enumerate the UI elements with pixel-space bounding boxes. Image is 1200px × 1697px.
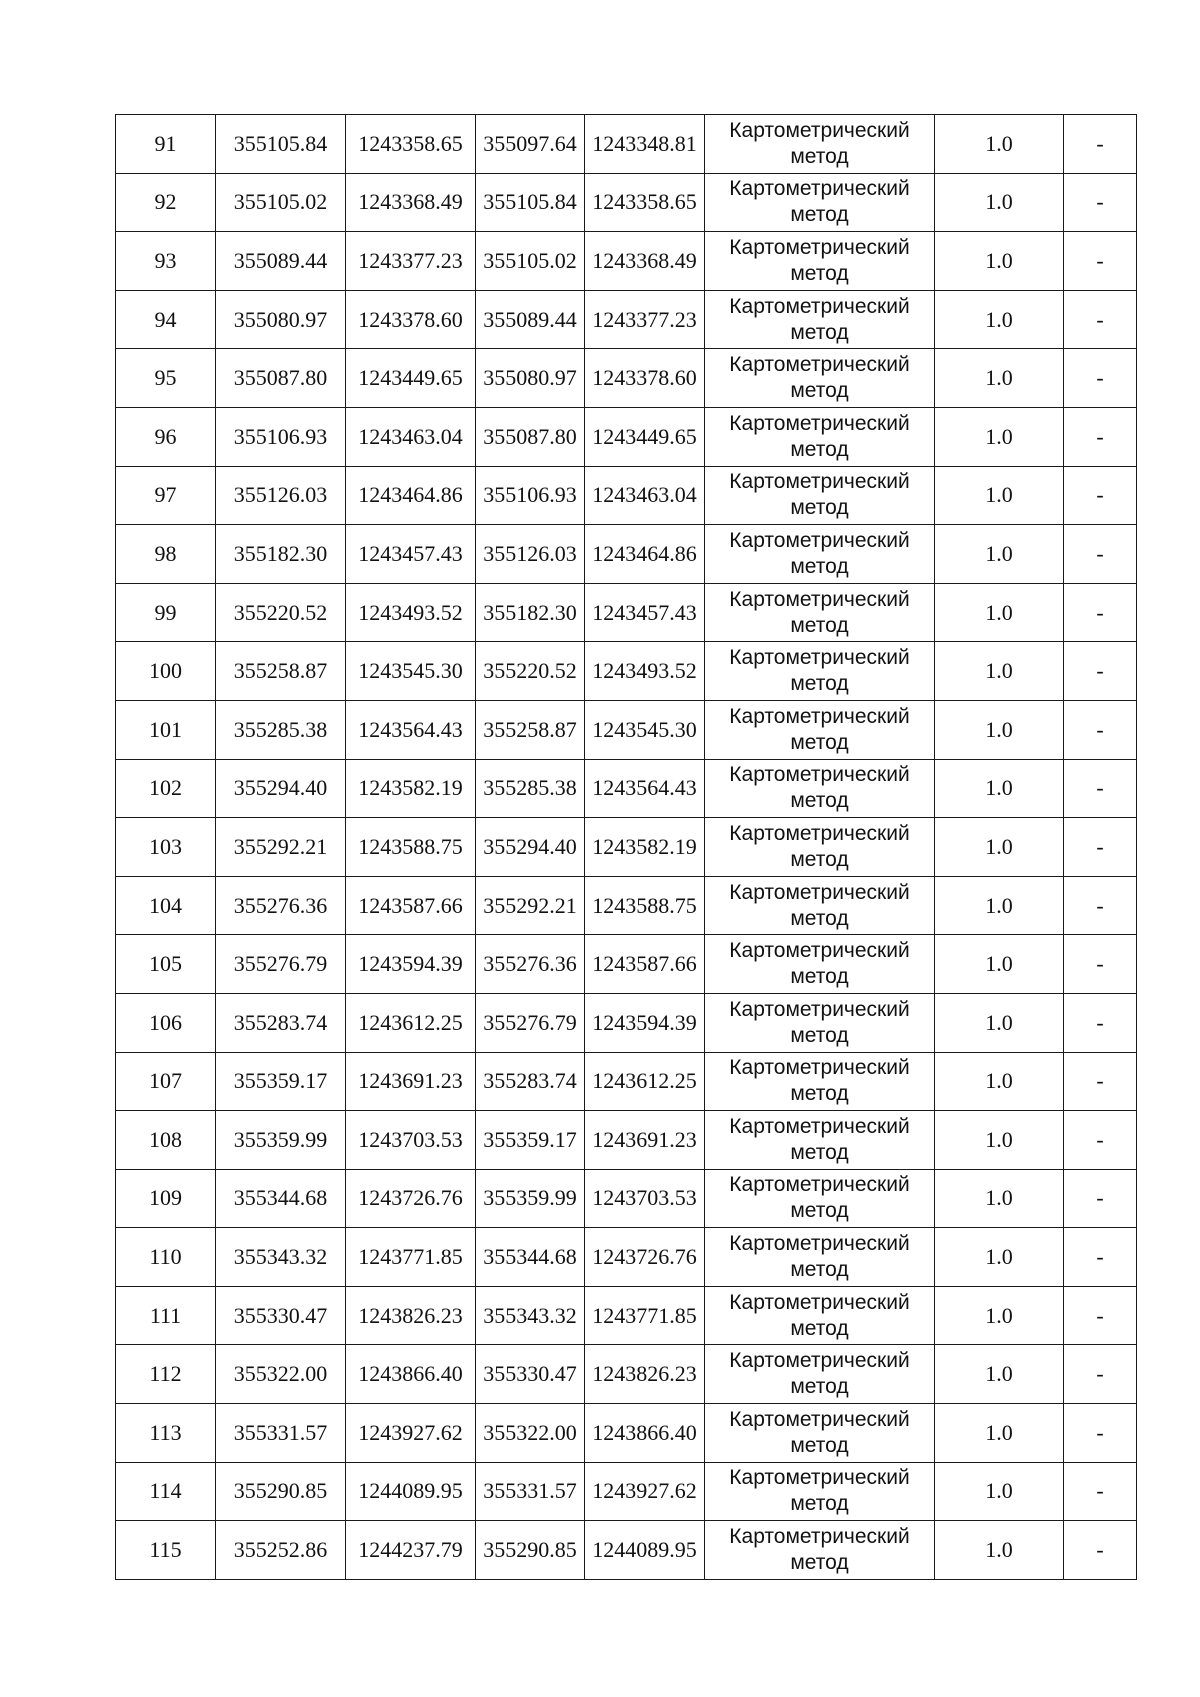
method-text: метод (790, 320, 849, 344)
point-number-cell: 108 (116, 1111, 216, 1170)
accuracy-cell: 1.0 (935, 642, 1064, 701)
y-coordinate-cell: 1243691.23 (346, 1052, 476, 1111)
method-text: Картометрический (729, 1290, 910, 1314)
table-row (116, 935, 1137, 994)
x-prev-coordinate-cell: 355290.85 (476, 1521, 585, 1580)
table-row (116, 818, 1137, 877)
point-number-cell: 91 (116, 115, 216, 174)
accuracy-cell: 1.0 (935, 1111, 1064, 1170)
point-number-cell: 101 (116, 700, 216, 759)
x-prev-coordinate-cell: 355106.93 (476, 466, 585, 525)
method-text: метод (790, 203, 849, 227)
x-coordinate-cell: 355276.36 (216, 876, 346, 935)
point-number-cell: 105 (116, 935, 216, 994)
method-text: метод (790, 1316, 849, 1340)
y-prev-coordinate-cell: 1243463.04 (585, 466, 705, 525)
method-cell (705, 1404, 935, 1463)
y-coordinate-cell: 1243358.65 (346, 115, 476, 174)
table-row (116, 349, 1137, 408)
y-coordinate-cell: 1243449.65 (346, 349, 476, 408)
table-row (116, 642, 1137, 701)
point-number-cell: 109 (116, 1169, 216, 1228)
method-text: Картометрический (729, 1407, 910, 1431)
point-number-cell: 93 (116, 232, 216, 291)
method-cell (705, 1521, 935, 1580)
method-text: Картометрический (729, 821, 910, 845)
x-prev-coordinate-cell: 355322.00 (476, 1404, 585, 1463)
y-prev-coordinate-cell: 1243464.86 (585, 525, 705, 584)
note-cell: - (1064, 232, 1137, 291)
y-prev-coordinate-cell: 1243545.30 (585, 700, 705, 759)
point-number-cell: 114 (116, 1462, 216, 1521)
method-cell (705, 876, 935, 935)
note-cell: - (1064, 1286, 1137, 1345)
accuracy-cell: 1.0 (935, 407, 1064, 466)
y-coordinate-cell: 1243612.25 (346, 993, 476, 1052)
accuracy-cell: 1.0 (935, 290, 1064, 349)
x-coordinate-cell: 355276.79 (216, 935, 346, 994)
method-cell (705, 1111, 935, 1170)
y-prev-coordinate-cell: 1243927.62 (585, 1462, 705, 1521)
x-prev-coordinate-cell: 355220.52 (476, 642, 585, 701)
accuracy-cell: 1.0 (935, 1521, 1064, 1580)
x-coordinate-cell: 355330.47 (216, 1286, 346, 1345)
accuracy-cell: 1.0 (935, 115, 1064, 174)
x-coordinate-cell: 355322.00 (216, 1345, 346, 1404)
method-text: метод (790, 1551, 849, 1575)
method-text: Картометрический (729, 118, 910, 142)
method-text: Картометрический (729, 646, 910, 670)
y-coordinate-cell: 1243826.23 (346, 1286, 476, 1345)
x-coordinate-cell: 355294.40 (216, 759, 346, 818)
coordinates-table (115, 114, 1137, 1580)
y-coordinate-cell: 1243463.04 (346, 407, 476, 466)
x-coordinate-cell: 355344.68 (216, 1169, 346, 1228)
table-row (116, 525, 1137, 584)
note-cell: - (1064, 407, 1137, 466)
table-row (116, 1286, 1137, 1345)
accuracy-cell: 1.0 (935, 1286, 1064, 1345)
method-text: метод (790, 965, 849, 989)
note-cell: - (1064, 1169, 1137, 1228)
table-row (116, 1169, 1137, 1228)
point-number-cell: 103 (116, 818, 216, 877)
y-coordinate-cell: 1243588.75 (346, 818, 476, 877)
x-prev-coordinate-cell: 355105.02 (476, 232, 585, 291)
x-coordinate-cell: 355292.21 (216, 818, 346, 877)
table-row (116, 407, 1137, 466)
x-prev-coordinate-cell: 355182.30 (476, 583, 585, 642)
note-cell: - (1064, 642, 1137, 701)
accuracy-cell: 1.0 (935, 349, 1064, 408)
y-prev-coordinate-cell: 1243771.85 (585, 1286, 705, 1345)
method-text: Картометрический (729, 704, 910, 728)
x-coordinate-cell: 355182.30 (216, 525, 346, 584)
y-prev-coordinate-cell: 1243866.40 (585, 1404, 705, 1463)
method-cell (705, 759, 935, 818)
method-text: метод (790, 1199, 849, 1223)
method-cell (705, 818, 935, 877)
method-text: метод (790, 730, 849, 754)
method-text: метод (790, 144, 849, 168)
accuracy-cell: 1.0 (935, 1052, 1064, 1111)
note-cell: - (1064, 466, 1137, 525)
x-coordinate-cell: 355343.32 (216, 1228, 346, 1287)
y-coordinate-cell: 1243726.76 (346, 1169, 476, 1228)
method-cell (705, 1286, 935, 1345)
point-number-cell: 106 (116, 993, 216, 1052)
point-number-cell: 97 (116, 466, 216, 525)
method-text: метод (790, 437, 849, 461)
method-text: Картометрический (729, 1349, 910, 1373)
method-text: метод (790, 1375, 849, 1399)
x-prev-coordinate-cell: 355294.40 (476, 818, 585, 877)
method-text: Картометрический (729, 997, 910, 1021)
y-coordinate-cell: 1243564.43 (346, 700, 476, 759)
method-text: метод (790, 261, 849, 285)
y-prev-coordinate-cell: 1243564.43 (585, 759, 705, 818)
x-prev-coordinate-cell: 355089.44 (476, 290, 585, 349)
method-cell (705, 1052, 935, 1111)
accuracy-cell: 1.0 (935, 818, 1064, 877)
x-prev-coordinate-cell: 355080.97 (476, 349, 585, 408)
y-coordinate-cell: 1243866.40 (346, 1345, 476, 1404)
x-prev-coordinate-cell: 355276.79 (476, 993, 585, 1052)
point-number-cell: 100 (116, 642, 216, 701)
x-prev-coordinate-cell: 355359.99 (476, 1169, 585, 1228)
table-row (116, 232, 1137, 291)
table-row (116, 759, 1137, 818)
x-prev-coordinate-cell: 355283.74 (476, 1052, 585, 1111)
method-cell (705, 115, 935, 174)
method-text: Картометрический (729, 294, 910, 318)
accuracy-cell: 1.0 (935, 1404, 1064, 1463)
method-text: метод (790, 496, 849, 520)
accuracy-cell: 1.0 (935, 1228, 1064, 1287)
x-prev-coordinate-cell: 355331.57 (476, 1462, 585, 1521)
point-number-cell: 104 (116, 876, 216, 935)
accuracy-cell: 1.0 (935, 232, 1064, 291)
y-coordinate-cell: 1244237.79 (346, 1521, 476, 1580)
y-coordinate-cell: 1243377.23 (346, 232, 476, 291)
note-cell: - (1064, 1404, 1137, 1463)
y-prev-coordinate-cell: 1243358.65 (585, 173, 705, 232)
table-row (116, 466, 1137, 525)
point-number-cell: 110 (116, 1228, 216, 1287)
y-coordinate-cell: 1243368.49 (346, 173, 476, 232)
table-row (116, 173, 1137, 232)
table-row (116, 700, 1137, 759)
y-prev-coordinate-cell: 1243582.19 (585, 818, 705, 877)
note-cell: - (1064, 1111, 1137, 1170)
point-number-cell: 92 (116, 173, 216, 232)
x-prev-coordinate-cell: 355359.17 (476, 1111, 585, 1170)
x-coordinate-cell: 355087.80 (216, 349, 346, 408)
note-cell: - (1064, 1521, 1137, 1580)
method-text: Картометрический (729, 763, 910, 787)
note-cell: - (1064, 818, 1137, 877)
accuracy-cell: 1.0 (935, 993, 1064, 1052)
x-prev-coordinate-cell: 355258.87 (476, 700, 585, 759)
method-cell (705, 1228, 935, 1287)
method-text: метод (790, 1258, 849, 1282)
x-coordinate-cell: 355105.84 (216, 115, 346, 174)
table-row (116, 1345, 1137, 1404)
y-prev-coordinate-cell: 1243348.81 (585, 115, 705, 174)
point-number-cell: 98 (116, 525, 216, 584)
point-number-cell: 111 (116, 1286, 216, 1345)
y-coordinate-cell: 1243771.85 (346, 1228, 476, 1287)
x-prev-coordinate-cell: 355330.47 (476, 1345, 585, 1404)
table-row (116, 1462, 1137, 1521)
x-coordinate-cell: 355106.93 (216, 407, 346, 466)
note-cell: - (1064, 290, 1137, 349)
method-cell (705, 466, 935, 525)
method-text: метод (790, 1433, 849, 1457)
method-text: Картометрический (729, 470, 910, 494)
x-coordinate-cell: 355252.86 (216, 1521, 346, 1580)
method-text: Картометрический (729, 587, 910, 611)
table-body (116, 115, 1137, 1580)
point-number-cell: 102 (116, 759, 216, 818)
method-cell (705, 935, 935, 994)
accuracy-cell: 1.0 (935, 583, 1064, 642)
method-text: Картометрический (729, 880, 910, 904)
accuracy-cell: 1.0 (935, 759, 1064, 818)
note-cell: - (1064, 115, 1137, 174)
method-text: Картометрический (729, 1525, 910, 1549)
method-cell (705, 290, 935, 349)
note-cell: - (1064, 583, 1137, 642)
table-row (116, 1111, 1137, 1170)
x-prev-coordinate-cell: 355105.84 (476, 173, 585, 232)
y-coordinate-cell: 1243927.62 (346, 1404, 476, 1463)
method-cell (705, 407, 935, 466)
x-coordinate-cell: 355220.52 (216, 583, 346, 642)
method-text: Картометрический (729, 411, 910, 435)
x-coordinate-cell: 355290.85 (216, 1462, 346, 1521)
method-text: метод (790, 379, 849, 403)
note-cell: - (1064, 1052, 1137, 1111)
note-cell: - (1064, 876, 1137, 935)
y-coordinate-cell: 1243587.66 (346, 876, 476, 935)
x-prev-coordinate-cell: 355087.80 (476, 407, 585, 466)
method-cell (705, 232, 935, 291)
x-prev-coordinate-cell: 355276.36 (476, 935, 585, 994)
method-text: Картометрический (729, 353, 910, 377)
y-coordinate-cell: 1243582.19 (346, 759, 476, 818)
method-cell (705, 349, 935, 408)
y-prev-coordinate-cell: 1243703.53 (585, 1169, 705, 1228)
y-prev-coordinate-cell: 1243493.52 (585, 642, 705, 701)
accuracy-cell: 1.0 (935, 876, 1064, 935)
y-coordinate-cell: 1243464.86 (346, 466, 476, 525)
table-row (116, 115, 1137, 174)
y-coordinate-cell: 1243594.39 (346, 935, 476, 994)
accuracy-cell: 1.0 (935, 1345, 1064, 1404)
note-cell: - (1064, 1228, 1137, 1287)
method-text: Картометрический (729, 1056, 910, 1080)
method-text: метод (790, 789, 849, 813)
method-cell (705, 700, 935, 759)
y-coordinate-cell: 1243378.60 (346, 290, 476, 349)
accuracy-cell: 1.0 (935, 173, 1064, 232)
method-text: Картометрический (729, 1173, 910, 1197)
method-text: метод (790, 672, 849, 696)
point-number-cell: 113 (116, 1404, 216, 1463)
method-text: Картометрический (729, 1114, 910, 1138)
note-cell: - (1064, 759, 1137, 818)
table-row (116, 1228, 1137, 1287)
accuracy-cell: 1.0 (935, 700, 1064, 759)
method-text: метод (790, 847, 849, 871)
method-cell (705, 173, 935, 232)
y-prev-coordinate-cell: 1243368.49 (585, 232, 705, 291)
method-text: Картометрический (729, 235, 910, 259)
y-coordinate-cell: 1243493.52 (346, 583, 476, 642)
x-coordinate-cell: 355126.03 (216, 466, 346, 525)
note-cell: - (1064, 1462, 1137, 1521)
y-prev-coordinate-cell: 1243588.75 (585, 876, 705, 935)
accuracy-cell: 1.0 (935, 1169, 1064, 1228)
method-text: метод (790, 613, 849, 637)
x-prev-coordinate-cell: 355097.64 (476, 115, 585, 174)
note-cell: - (1064, 935, 1137, 994)
method-cell (705, 993, 935, 1052)
note-cell: - (1064, 700, 1137, 759)
table-row (116, 1052, 1137, 1111)
table-row (116, 583, 1137, 642)
table-row (116, 993, 1137, 1052)
y-prev-coordinate-cell: 1243377.23 (585, 290, 705, 349)
point-number-cell: 94 (116, 290, 216, 349)
note-cell: - (1064, 1345, 1137, 1404)
method-text: Картометрический (729, 1232, 910, 1256)
y-prev-coordinate-cell: 1244089.95 (585, 1521, 705, 1580)
method-text: Картометрический (729, 528, 910, 552)
table-row (116, 876, 1137, 935)
x-prev-coordinate-cell: 355292.21 (476, 876, 585, 935)
method-text: метод (790, 1492, 849, 1516)
accuracy-cell: 1.0 (935, 935, 1064, 994)
y-coordinate-cell: 1243703.53 (346, 1111, 476, 1170)
y-coordinate-cell: 1244089.95 (346, 1462, 476, 1521)
table-row (116, 1521, 1137, 1580)
point-number-cell: 96 (116, 407, 216, 466)
x-prev-coordinate-cell: 355285.38 (476, 759, 585, 818)
x-coordinate-cell: 355283.74 (216, 993, 346, 1052)
method-cell (705, 583, 935, 642)
method-text: метод (790, 1023, 849, 1047)
method-cell (705, 642, 935, 701)
x-coordinate-cell: 355331.57 (216, 1404, 346, 1463)
method-cell (705, 1169, 935, 1228)
accuracy-cell: 1.0 (935, 1462, 1064, 1521)
x-prev-coordinate-cell: 355343.32 (476, 1286, 585, 1345)
method-cell (705, 525, 935, 584)
y-prev-coordinate-cell: 1243378.60 (585, 349, 705, 408)
x-prev-coordinate-cell: 355126.03 (476, 525, 585, 584)
x-coordinate-cell: 355359.17 (216, 1052, 346, 1111)
y-coordinate-cell: 1243545.30 (346, 642, 476, 701)
note-cell: - (1064, 349, 1137, 408)
y-prev-coordinate-cell: 1243691.23 (585, 1111, 705, 1170)
note-cell: - (1064, 173, 1137, 232)
y-prev-coordinate-cell: 1243449.65 (585, 407, 705, 466)
x-coordinate-cell: 355359.99 (216, 1111, 346, 1170)
y-prev-coordinate-cell: 1243612.25 (585, 1052, 705, 1111)
y-prev-coordinate-cell: 1243587.66 (585, 935, 705, 994)
point-number-cell: 99 (116, 583, 216, 642)
method-text: Картометрический (729, 1466, 910, 1490)
x-coordinate-cell: 355105.02 (216, 173, 346, 232)
x-coordinate-cell: 355258.87 (216, 642, 346, 701)
x-coordinate-cell: 355089.44 (216, 232, 346, 291)
point-number-cell: 95 (116, 349, 216, 408)
x-coordinate-cell: 355285.38 (216, 700, 346, 759)
x-coordinate-cell: 355080.97 (216, 290, 346, 349)
method-text: метод (790, 554, 849, 578)
method-text: Картометрический (729, 177, 910, 201)
method-cell (705, 1345, 935, 1404)
note-cell: - (1064, 525, 1137, 584)
y-prev-coordinate-cell: 1243726.76 (585, 1228, 705, 1287)
note-cell: - (1064, 993, 1137, 1052)
y-coordinate-cell: 1243457.43 (346, 525, 476, 584)
method-text: метод (790, 906, 849, 930)
method-cell (705, 1462, 935, 1521)
point-number-cell: 115 (116, 1521, 216, 1580)
table-row (116, 1404, 1137, 1463)
point-number-cell: 112 (116, 1345, 216, 1404)
method-text: метод (790, 1082, 849, 1106)
method-text: Картометрический (729, 939, 910, 963)
y-prev-coordinate-cell: 1243594.39 (585, 993, 705, 1052)
method-text: метод (790, 1140, 849, 1164)
accuracy-cell: 1.0 (935, 466, 1064, 525)
y-prev-coordinate-cell: 1243457.43 (585, 583, 705, 642)
x-prev-coordinate-cell: 355344.68 (476, 1228, 585, 1287)
table-row (116, 290, 1137, 349)
point-number-cell: 107 (116, 1052, 216, 1111)
y-prev-coordinate-cell: 1243826.23 (585, 1345, 705, 1404)
accuracy-cell: 1.0 (935, 525, 1064, 584)
